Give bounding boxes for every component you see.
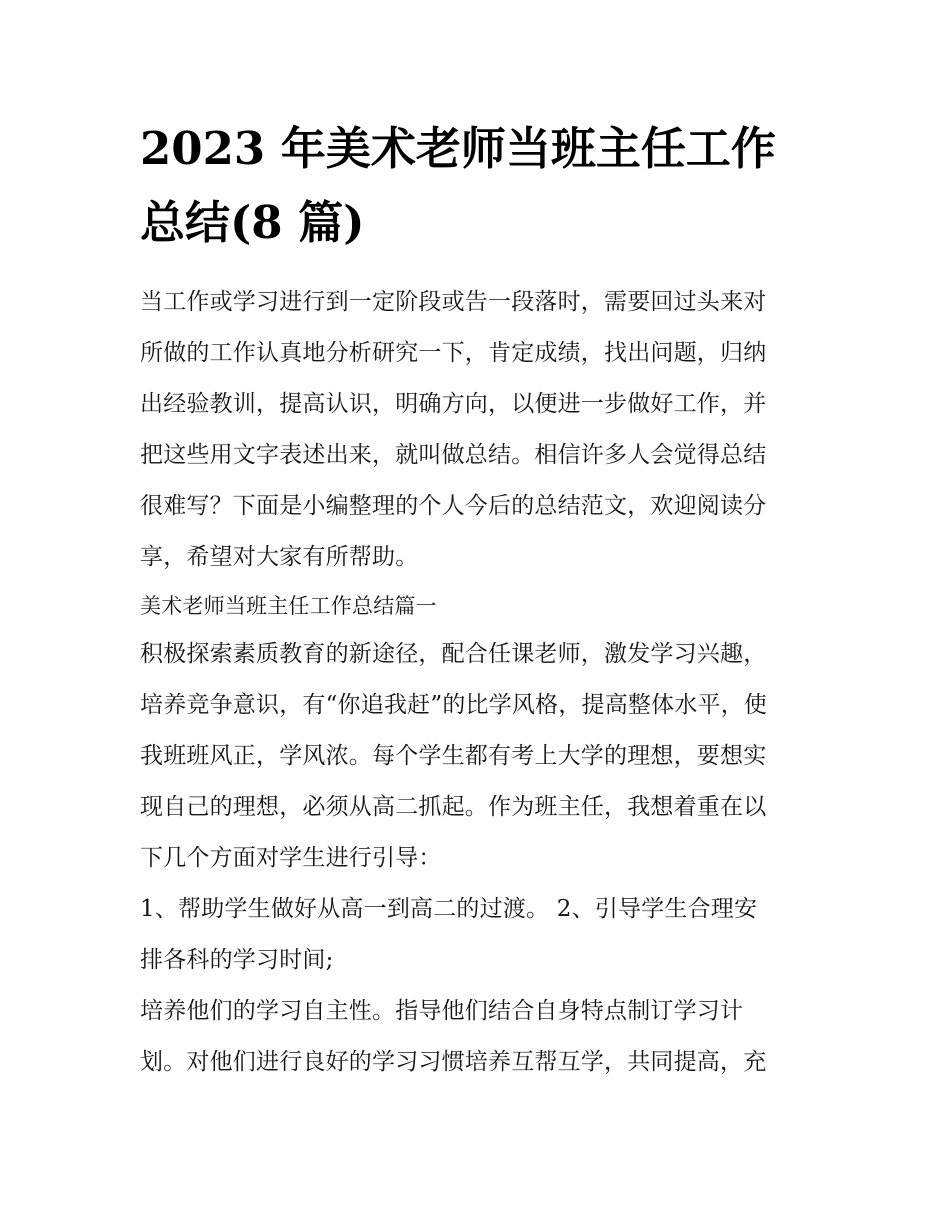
section-line: 培养他们的学习自主性。指导他们结合自身特点制订学习计 [140, 998, 744, 1024]
section-line: 现自己的理想，必须从高二抓起。作为班主任，我想着重在以 [140, 794, 767, 820]
section-line: 排各科的学习时间; [140, 947, 334, 973]
section-line: 培养竞争意识，有“你追我赶”的比学风格，提高整体水平，使 [140, 692, 768, 718]
section-heading: 美术老师当班主任工作总结篇一 [140, 594, 437, 618]
intro-line: 把这些用文字表述出来，就叫做总结。相信许多人会觉得总结 [140, 442, 767, 468]
section-line: 积极探索素质教育的新途径，配合任课老师，激发学习兴趣， [140, 641, 767, 667]
section-line: 下几个方面对学生进行引导： [140, 845, 442, 871]
section-line: 划。对他们进行良好的学习习惯培养互帮互学，共同提高，充 [140, 1049, 767, 1075]
section-line: 1、帮助学生做好从高一到高二的过渡。 2、引导学生合理安 [140, 896, 758, 922]
title-line: 2023 年美术老师当班主任工作 [140, 122, 776, 175]
document-body [140, 277, 830, 1088]
intro-line: 所做的工作认真地分析研究一下，肯定成绩，找出问题，归纳 [140, 340, 767, 366]
title-line: 总结(8 篇) [140, 196, 365, 249]
document-title [140, 112, 820, 260]
intro-line: 出经验教训，提高认识，明确方向，以便进一步做好工作，并 [140, 391, 767, 417]
section-line: 我班班风正，学风浓。每个学生都有考上大学的理想，要想实 [140, 743, 767, 769]
intro-line: 当工作或学习进行到一定阶段或告一段落时，需要回过头来对 [140, 289, 767, 315]
intro-line: 很难写？下面是小编整理的个人今后的总结范文，欢迎阅读分 [140, 493, 767, 519]
intro-line: 享，希望对大家有所帮助。 [140, 544, 419, 570]
